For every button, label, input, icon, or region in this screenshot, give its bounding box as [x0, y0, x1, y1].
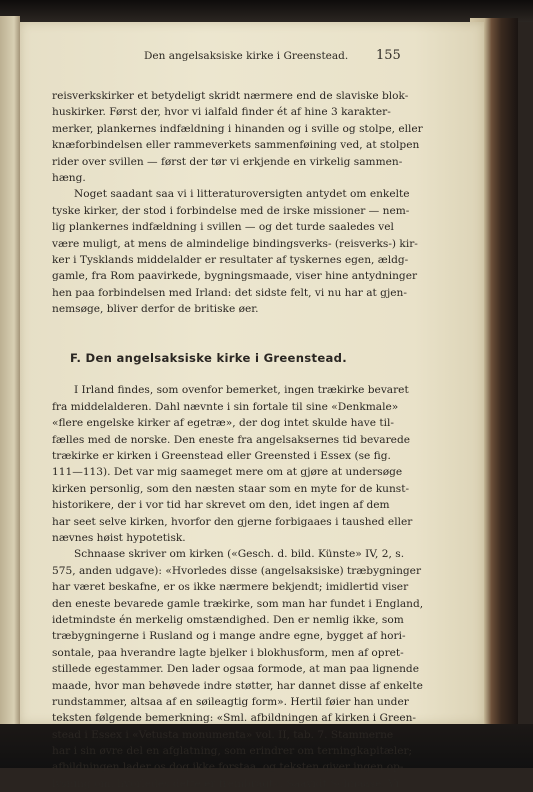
- page-body: [52, 88, 432, 792]
- text-line: har i sin øvre del en afglatning, som erindrer om terningkapitæler;: [52, 745, 413, 758]
- text-line: den eneste bevarede gamle trækirke, som man har fundet i England,: [52, 597, 424, 610]
- paragraph-noget-saadant: [52, 186, 432, 317]
- text-line: fra middelalderen. Dahl nævnte i sin fortale til sine «Denkmale»: [52, 400, 399, 413]
- text-line: maade, hvor man behøvede indre støtter, har dannet disse af enkelte: [52, 679, 423, 692]
- text-line: lysning om, hvorledes dette er frembragt». Saavidt Schnaase. Vi: [52, 777, 399, 790]
- page-header: [20, 50, 484, 68]
- paragraph-irland: [52, 382, 432, 546]
- text-line: nævnes høist hypotetisk.: [52, 531, 186, 544]
- text-line: historikere, der i vor tid har skrevet om den, idet ingen af dem: [52, 499, 390, 512]
- text-line: ker i Tysklands middelalder er resultater af tyskernes egen, ældg-: [52, 253, 409, 266]
- text-line: gamle, fra Rom paavirkede, bygningsmaade, viser hine antydninger: [52, 270, 418, 283]
- text-line: lig plankernes indfældning i svillen — og det turde saaledes vel: [52, 221, 394, 234]
- text-line: være muligt, at mens de almindelige bindingsverks- (reisverks-) kir-: [52, 237, 418, 250]
- paragraph-schnaase: [52, 546, 432, 792]
- text-line: stead i Essex i «Vetusta monumenta» vol. II, tab. 7. Stammerne: [52, 728, 394, 741]
- text-line: reisverkskirker et betydeligt skridt nærmere end de slaviske blok-: [52, 90, 409, 102]
- text-line: hæng.: [52, 171, 86, 184]
- text-line: afbildningen lader os dog ikke forstaa, og teksten giver ingen op-: [52, 761, 404, 774]
- facing-page-edge: [0, 16, 20, 726]
- text-line: 575, anden udgave): «Hvorledes disse (angelsaksiske) træbygninger: [52, 564, 422, 577]
- text-line: huskirker. Først der, hvor vi ialfald finder ét af hine 3 karakter-: [52, 106, 391, 119]
- paragraph-continuation: [52, 88, 432, 186]
- text-line: Noget saadant saa vi i litteraturoversigten antydet om enkelte: [74, 188, 410, 201]
- text-line: idetmindste én merkelig omstændighed. Den er nemlig ikke, som: [52, 613, 404, 626]
- text-line: har været beskafne, er os ikke nærmere bekjendt; imidlertid viser: [52, 581, 409, 594]
- text-line: 111—113). Det var mig saameget mere om at gjøre at undersøge: [52, 466, 403, 479]
- text-line: hen paa forbindelsen med Irland: det sidste felt, vi nu har at gjen-: [52, 286, 407, 299]
- text-line: fælles med de norske. Den eneste fra angelsaksernes tid bevarede: [52, 433, 410, 446]
- page-number: 155: [376, 48, 401, 63]
- text-line: rider over svillen — først der tør vi erkjende en virkelig sammen-: [52, 155, 403, 168]
- text-line: kirken personlig, som den næsten staar som en myte for de kunst-: [52, 482, 410, 495]
- section-heading: F. Den angelsaksiske kirke i Greenstead.: [70, 351, 347, 366]
- text-line: teksten følgende bemerkning: «Sml. afbildningen af kirken i Green-: [52, 712, 417, 725]
- text-line: sontale, paa hverandre lagte bjelker i blokhusform, men af opret-: [52, 646, 404, 659]
- text-line: nemsøge, bliver derfor de britiske øer.: [52, 303, 259, 316]
- text-line: rundstammer, altsaa af en søileagtig form». Hertil føier han under: [52, 695, 409, 708]
- text-line: tyske kirker, der stod i forbindelse med de irske missioner — nem-: [52, 204, 410, 217]
- text-line: «flere engelske kirker af egetræ», der dog intet skulde have til-: [52, 417, 394, 430]
- book-page: [20, 22, 484, 790]
- running-title: Den angelsaksiske kirke i Greenstead.: [144, 50, 349, 62]
- text-line: Schnaase skriver om kirken («Gesch. d. bild. Künste» IV, 2, s.: [74, 548, 405, 561]
- text-line: træbygningerne i Rusland og i mange andre egne, bygget af hori-: [52, 630, 406, 643]
- text-line: trækirke er kirken i Greenstead eller Greensted i Essex (se fig.: [52, 450, 391, 463]
- text-line: merker, plankernes indfældning i hinanden og i sville og stolpe, eller: [52, 122, 423, 135]
- text-line: I Irland findes, som ovenfor bemerket, ingen trækirke bevaret: [74, 384, 409, 397]
- text-line: stillede egestammer. Den lader ogsaa formode, at man paa lignende: [52, 663, 419, 676]
- text-line: knæforbindelsen eller rammeverkets sammenføining ved, at stolpen: [52, 139, 420, 152]
- scan-top-edge: [0, 0, 533, 22]
- text-line: har seet selve kirken, hvorfor den gjerne forbigaaes i taushed eller: [52, 515, 413, 528]
